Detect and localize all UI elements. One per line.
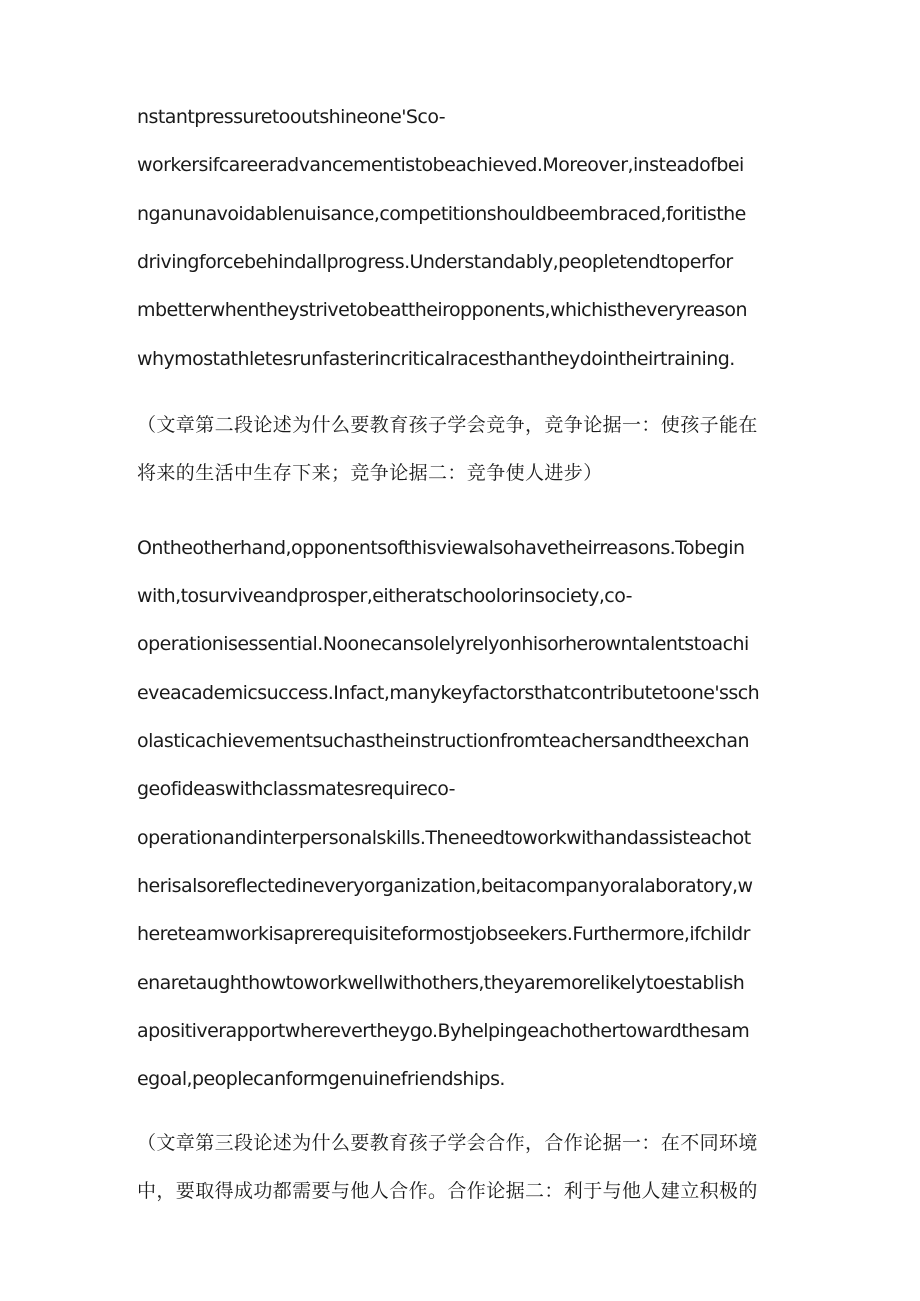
paragraph-2-line-1: Ontheotherhand,opponentsofthisviewalsohavetheirreasons.Tobegin <box>137 537 745 559</box>
paragraph-2-line-2: with,tosurviveandprosper,eitheratschoolorinsociety,co- <box>137 585 632 607</box>
paragraph-1-line-1: nstantpressuretooutshineone'Sco- <box>137 106 446 128</box>
paragraph-1-line-5: mbetterwhentheystrivetobeattheiropponents,whichistheveryreason <box>137 299 747 321</box>
paragraph-1-line-2: workersifcareeradvancementistobeachieved.Moreover,insteadofbei <box>137 154 744 176</box>
paragraph-2-line-11: apositiverapportwherevertheygo.Byhelpingeachothertowardthesam <box>137 1020 750 1042</box>
note-1-line-2: 将来的生活中生存下来；竞争论据二：竞争使人进步） <box>137 462 603 484</box>
paragraph-2-line-5: olasticachievementsuchastheinstructionfromteachersandtheexchan <box>137 730 750 752</box>
paragraph-2-line-6: geofideaswithclassmatesrequireco- <box>137 778 455 800</box>
paragraph-2-line-4: eveacademicsuccess.Infact,manykeyfactorsthatcontributetoone'ssch <box>137 682 760 704</box>
note-2-line-2: 中，要取得成功都需要与他人合作。合作论据二：利于与他人建立积极的 <box>137 1180 758 1202</box>
paragraph-1-line-4: drivingforcebehindallprogress.Understandably,peopletendtoperfor <box>137 251 733 273</box>
paragraph-2-line-3: operationisessential.Noonecansolelyrelyonhisorherowntalentstoachi <box>137 633 749 655</box>
note-2-line-1: （文章第三段论述为什么要教育孩子学会合作，合作论据一：在不同环境 <box>137 1132 758 1154</box>
paragraph-2-line-9: hereteamworkisaprerequisiteformostjobseekers.Furthermore,ifchildr <box>137 923 750 945</box>
paragraph-2-line-7: operationandinterpersonalskills.Theneedtoworkwithandassisteachot <box>137 827 751 849</box>
paragraph-2-line-10: enaretaughthowtoworkwellwithothers,theyaremorelikelytoestablish <box>137 972 745 994</box>
paragraph-1-line-3: nganunavoidablenuisance,competitionshouldbeembraced,foritisthe <box>137 203 746 225</box>
note-1-line-1: （文章第二段论述为什么要教育孩子学会竞争，竞争论据一：使孩子能在 <box>137 414 758 436</box>
paragraph-2-line-8: herisalsoreflectedineveryorganization,beitacompanyoralaboratory,w <box>137 875 753 897</box>
paragraph-1-line-6: whymostathletesrunfasterincriticalracesthantheydointheirtraining. <box>137 348 735 370</box>
paragraph-2-line-12: egoal,peoplecanformgenuinefriendships. <box>137 1068 505 1090</box>
